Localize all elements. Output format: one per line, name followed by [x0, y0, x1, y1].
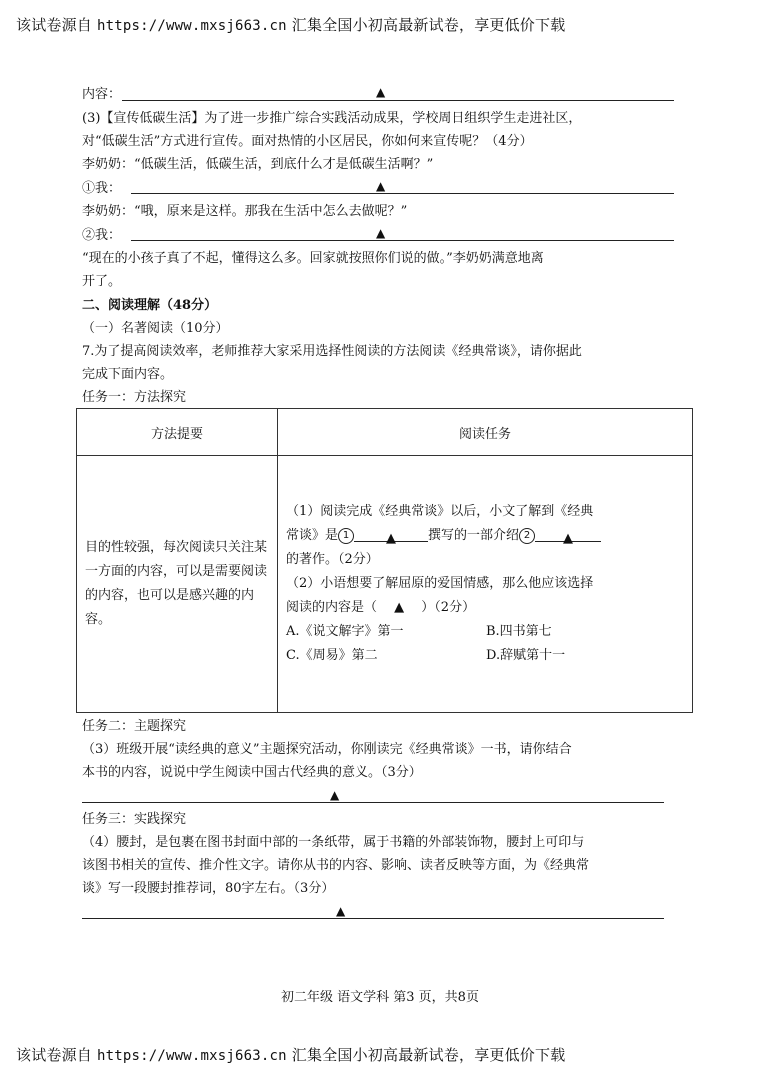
options-row-2: [286, 644, 686, 668]
q3-line1: (3)【宣传低碳生活】为了进一步推广综合实践活动成果，学校周日组织学生走进社区，: [82, 111, 582, 126]
task3-line3: 谈》写一段腰封推荐词，80字左右。（3分）: [82, 881, 335, 896]
task2-line2: 本书的内容，说说中学生阅读中国古代经典的意义。（3分）: [82, 765, 422, 780]
grandma-question-1: 李奶奶：“低碳生活，低碳生活，到底什么才是低碳生活啊？”: [82, 157, 434, 172]
answer-triangle-icon: ▲: [336, 904, 346, 918]
task1-q2-line2: [286, 596, 686, 620]
banner-url-link[interactable]: https://www.mxsj663.cn: [96, 1048, 287, 1064]
options-row-1: [286, 620, 686, 644]
reading-task-cell: [278, 456, 693, 713]
task1-title: 任务一：方法探究: [82, 390, 187, 405]
page-footer: 初二年级 语文学科 第3 页，共8页: [281, 990, 479, 1005]
banner-slogan: 汇集全国小初高最新试卷，享更低价下载: [291, 1046, 566, 1064]
option-d[interactable]: D.辞赋第十一: [486, 648, 566, 663]
method-task-table: [76, 408, 693, 713]
q7-line1: 7.为了提高阅读效率，老师推荐大家采用选择性阅读的方法阅读《经典常谈》，请你据此: [82, 344, 582, 359]
task1-q1-line3: 的著作。（2分）: [286, 552, 379, 567]
content-label: 内容：: [82, 87, 122, 102]
answer-triangle-icon: ▲: [376, 226, 386, 240]
q2-text-b: ）（2分）: [421, 600, 476, 615]
task3-line1: （4）腰封，是包裹在图书封面中部的一条纸带，属于书籍的外部装饰物，腰封上可印与: [82, 835, 585, 850]
task1-q2-line1: （2）小语想要了解屈原的爱国情感，那么他应该选择: [286, 576, 594, 591]
task3-line2: 该图书相关的宣传、推介性文字。请你从书的内容、影响、读者反映等方面，为《经典常: [82, 858, 590, 873]
fill-blank-2[interactable]: [535, 527, 601, 546]
task2-line1: （3）班级开展“读经典的意义”主题探究活动，你刚读完《经典常谈》一书，请你结合: [82, 742, 572, 757]
me-answer-2-label: ②我：: [82, 228, 122, 243]
table-header-task: 阅读任务: [278, 409, 693, 456]
answer-blank-content[interactable]: [122, 85, 674, 101]
banner-source-label: 该试卷源自: [16, 16, 93, 34]
q1-text-b: 撰写的一部介绍: [428, 528, 520, 543]
banner-slogan: 汇集全国小初高最新试卷，享更低价下载: [291, 16, 566, 34]
q7-line2: 完成下面内容。: [82, 367, 174, 382]
option-b[interactable]: B.四书第七: [486, 624, 552, 639]
option-a[interactable]: A.《说文解字》第一: [286, 624, 404, 639]
answer-triangle-icon: ▲: [394, 600, 405, 615]
subsection-title: （一）名著阅读（10分）: [82, 321, 229, 336]
circle-number-1: 1: [338, 528, 354, 544]
answer-triangle-icon: ▲: [386, 531, 397, 546]
answer-triangle-icon: ▲: [330, 788, 340, 802]
table-header-method: 方法提要: [77, 409, 278, 456]
answer-blank-1[interactable]: [131, 181, 674, 194]
answer-blank-task3[interactable]: [82, 906, 664, 919]
task1-q1-line2: [286, 524, 686, 548]
top-banner: [16, 14, 565, 35]
answer-blank-task2[interactable]: [82, 790, 664, 803]
banner-url-link[interactable]: https://www.mxsj663.cn: [96, 18, 287, 34]
choice-blank[interactable]: [381, 596, 417, 620]
answer-blank-2[interactable]: [131, 228, 674, 241]
task3-title: 任务三：实践探究: [82, 812, 187, 827]
q3-line2: 对“低碳生活”方式进行宣传。面对热情的小区居民，你如何来宣传呢？（4分）: [82, 134, 533, 149]
answer-triangle-icon: ▲: [376, 85, 386, 99]
ending-line2: 开了。: [82, 274, 122, 289]
answer-triangle-icon: ▲: [563, 531, 574, 546]
task2-title: 任务二：主题探究: [82, 719, 187, 734]
q2-text-a: 阅读的内容是（: [286, 600, 378, 615]
method-summary-cell: 目的性较强，每次阅读只关注某一方面的内容，可以是需要阅读的内容，也可以是感兴趣的内容。: [77, 456, 278, 713]
ending-line1: “现在的小孩子真了不起，懂得这么多。回家就按照你们说的做。”李奶奶满意地离: [82, 251, 544, 266]
answer-triangle-icon: ▲: [376, 179, 386, 193]
task1-q1-line1: （1）阅读完成《经典常谈》以后，小文了解到《经典: [286, 504, 594, 519]
fill-blank-1[interactable]: [354, 527, 428, 546]
q1-text-a: 常谈》是: [286, 528, 339, 543]
option-c[interactable]: C.《周易》第二: [286, 648, 378, 663]
grandma-question-2: 李奶奶：“哦，原来是这样。那我在生活中怎么去做呢？”: [82, 204, 408, 219]
section-title: 二、阅读理解（48分）: [82, 298, 218, 313]
banner-source-label: 该试卷源自: [16, 1046, 93, 1064]
me-answer-1-label: ①我：: [82, 181, 122, 196]
bottom-banner: [16, 1044, 565, 1065]
circle-number-2: 2: [519, 528, 535, 544]
